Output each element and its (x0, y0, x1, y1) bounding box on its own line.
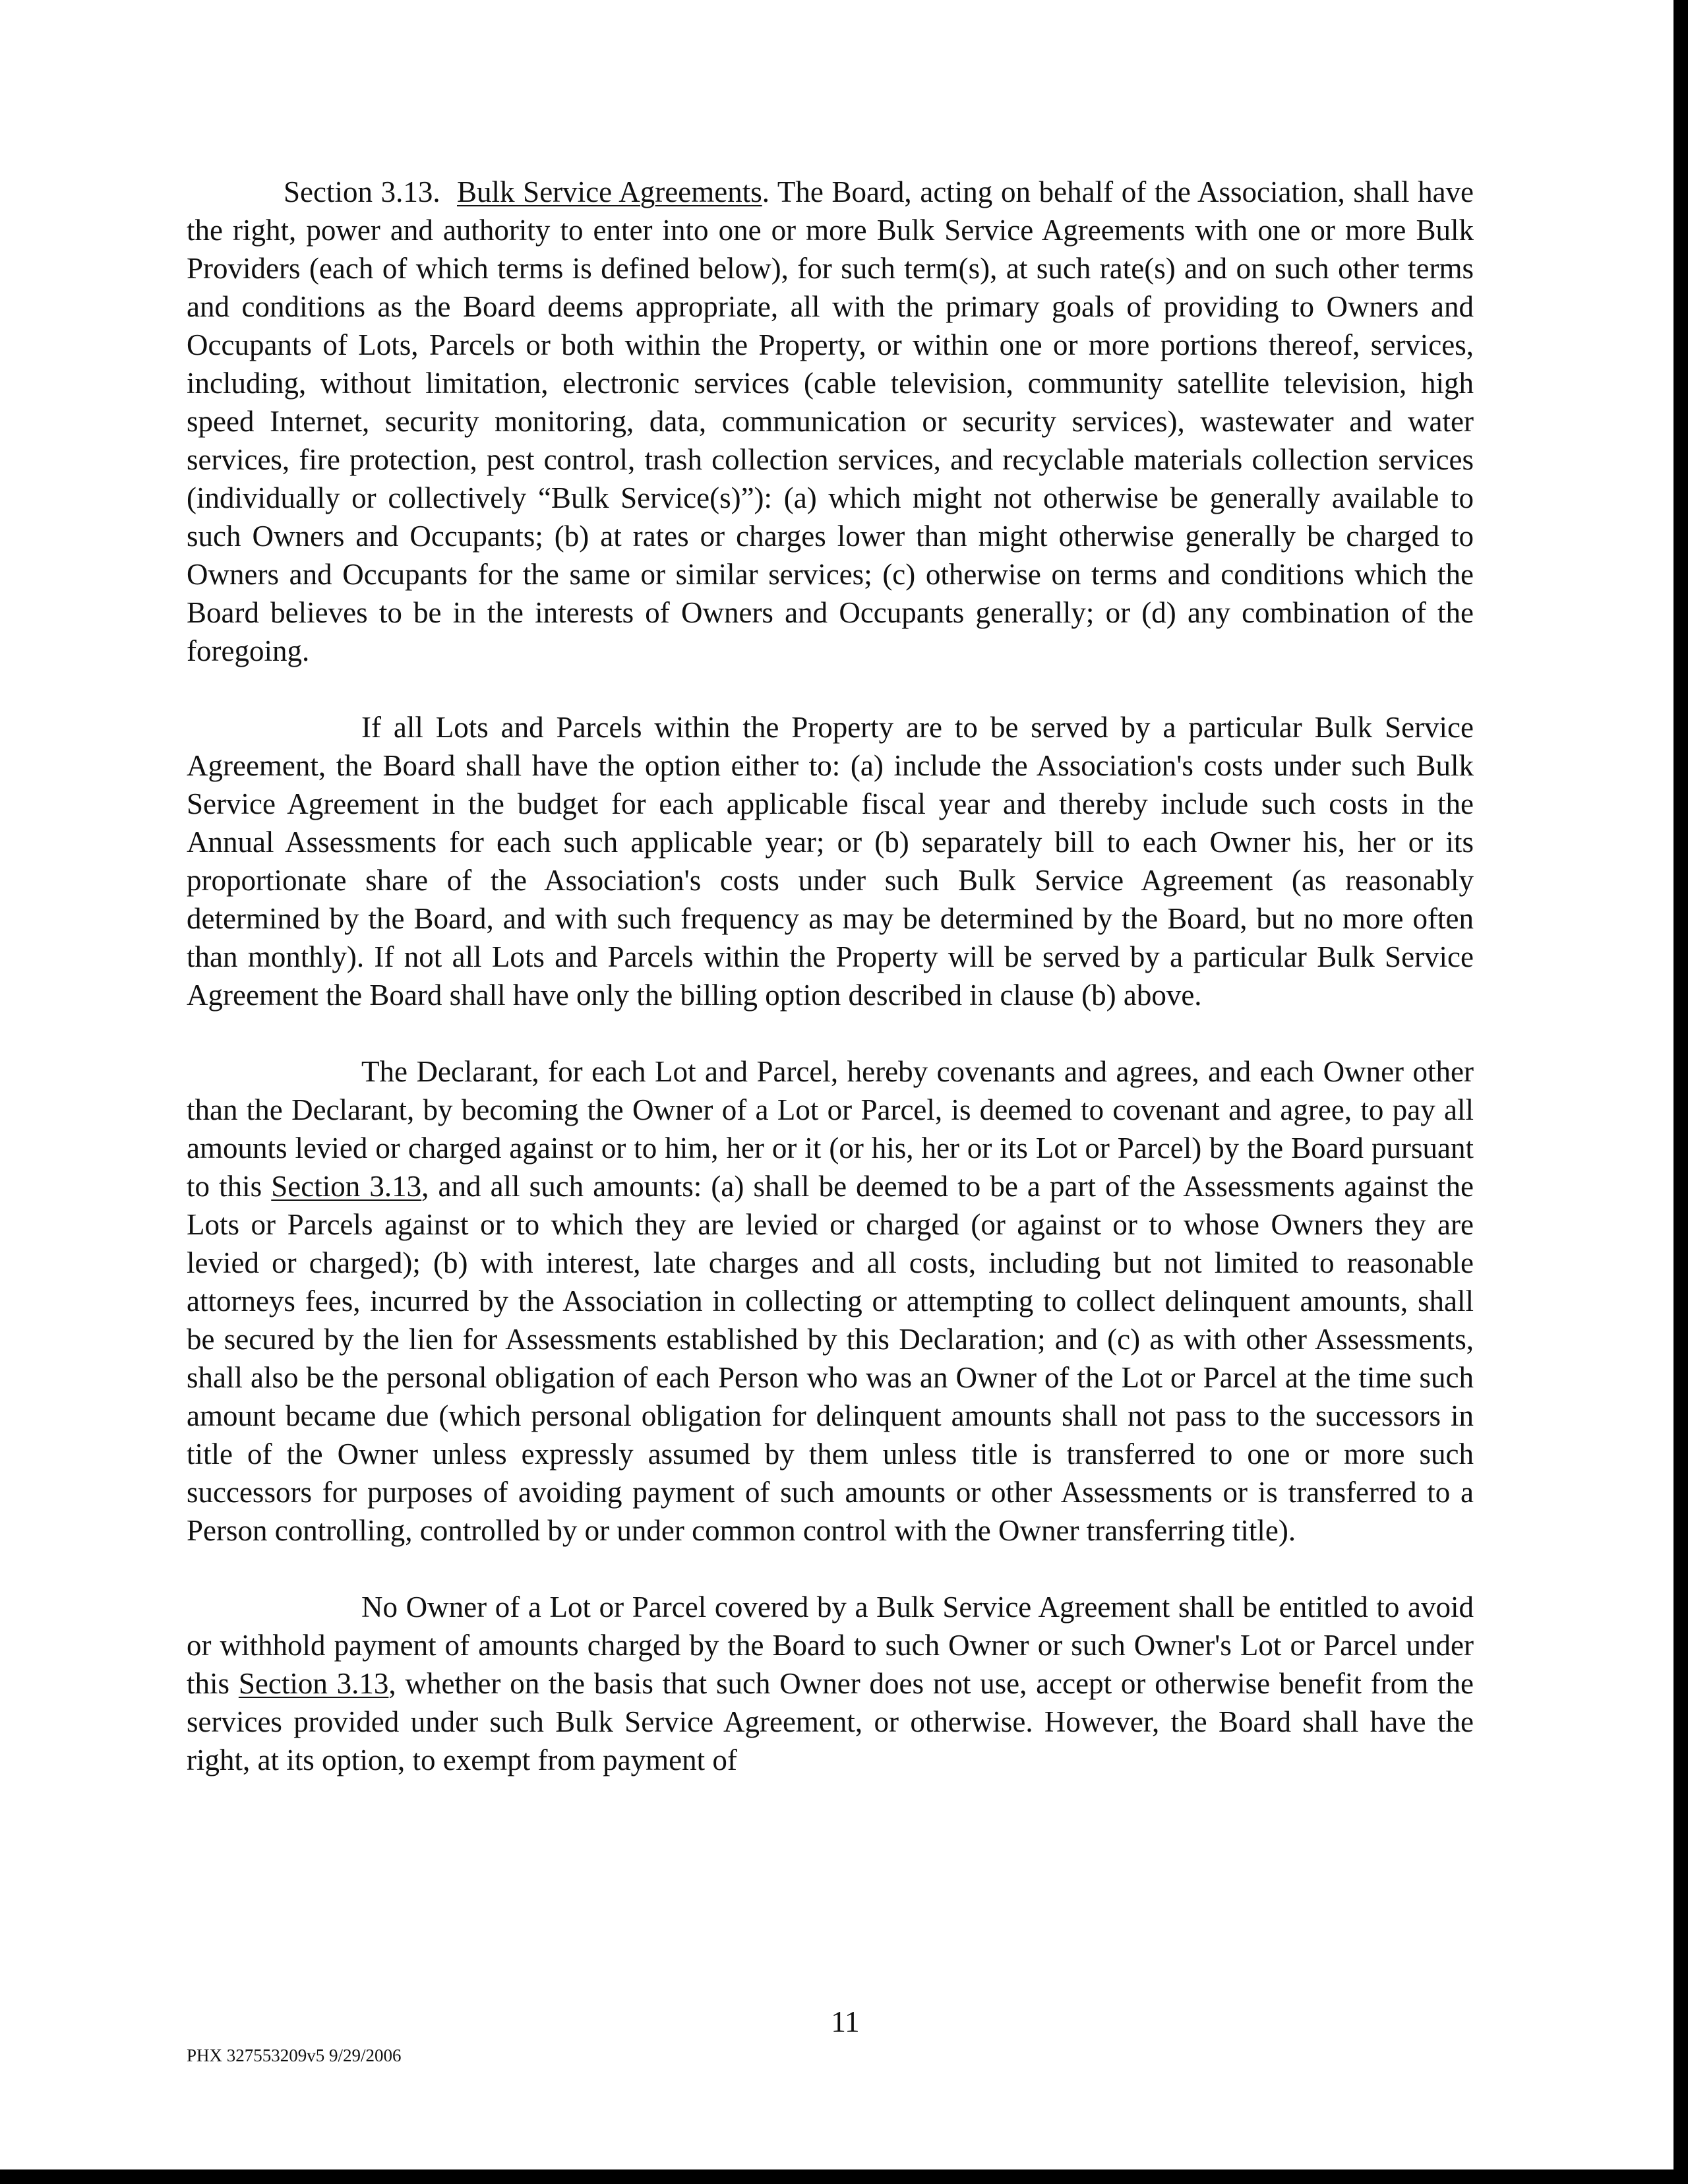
section-reference: Section 3.13 (238, 1667, 389, 1700)
paragraph-text: , and all such amounts: (a) shall be deemed to be a part of the Assessments against the Lots or Parcels against or to which they are levied or charged (or against or to whose Owners they are levied or charged); (b) with interest, late charges and all costs, including but not limited to reasonable attorneys fees, incurred by the Association in collecting or attempting to collect delinquent amounts, shall be secured by the lien for Assessments established by this Declaration; and (c) as with other Assessments, shall also be the personal obligation of each Person who was an Owner of the Lot or Parcel at the time such amount became due (which personal obligation for delinquent amounts shall not pass to the successors in title of the Owner unless expressly assumed by them unless title is transferred to one or more such successors for purposes of avoiding payment of such amounts or other Assessments or is transferred to a Person controlling, controlled by or under common control with the Owner transferring title). (187, 1170, 1474, 1547)
paragraph-declarant-covenant (187, 1052, 1474, 1550)
paragraph-text: The Declarant, for each Lot and Parcel, hereby covenants and agrees, and each Owner other than the Declarant, by becoming the Owner of a Lot or Parcel, is deemed to covenant and agree, to pay all amounts levied or charged against or to him, her or it (or his, her or its Lot or Parcel) by the Board pursuant to this (187, 1055, 1474, 1203)
document-body (187, 173, 1474, 1779)
section-heading-period: . (762, 175, 769, 208)
paragraph-text: No Owner of a Lot or Parcel covered by a Bulk Service Agreement shall be entitled to avoid or withhold payment of amounts charged by the Board to such Owner or such Owner's Lot or Parcel under this (187, 1591, 1474, 1700)
paragraph-no-withholding (187, 1588, 1474, 1779)
paragraph-billing-options (187, 708, 1474, 1014)
scan-border-right (1673, 0, 1688, 2184)
section-heading: Bulk Service Agreements (457, 175, 762, 208)
paragraph-text: , whether on the basis that such Owner does not use, accept or otherwise benefit from the services provided under such Bulk Service Agreement, or otherwise. However, the Board shall have the right, at its option, to exempt from payment of (187, 1667, 1474, 1776)
document-id-footer: PHX 327553209v5 9/29/2006 (187, 2046, 402, 2065)
paragraph-section-3-13 (187, 173, 1474, 670)
section-reference: Section 3.13 (271, 1170, 422, 1203)
page-number: 11 (831, 2005, 860, 2038)
scan-border-bottom (0, 2169, 1688, 2184)
paragraph-text: If all Lots and Parcels within the Property are to be served by a particular Bulk Service Agreement, the Board shall have the option either to: (a) include the Association's costs under such Bulk Service Agreement in the budget for each applicable fiscal year and thereby include such costs in the Annual Assessments for each such applicable year; or (b) separately bill to each Owner his, her or its proportionate share of the Association's costs under such Bulk Service Agreement (as reasonably determined by the Board, and with such frequency as may be determined by the Board, but no more often than monthly). If not all Lots and Parcels within the Property will be served by a particular Bulk Service Agreement the Board shall have only the billing option described in clause (b) above. (187, 711, 1474, 1012)
paragraph-text: The Board, acting on behalf of the Association, shall have the right, power and authority to enter into one or more Bulk Service Agreements with one or more Bulk Providers (each of which terms is defined below), for such term(s), at such rate(s) and on such other terms and conditions as the Board deems appropriate, all with the primary goals of providing to Owners and Occupants of Lots, Parcels or both within the Property, or within one or more portions thereof, services, including, without limitation, electronic services (cable television, community satellite television, high speed Internet, security monitoring, data, communication or security services), wastewater and water services, fire protection, pest control, trash collection services, and recyclable materials collection services (individually or collectively “Bulk Service(s)”): (a) which might not otherwise be generally available to such Owners and Occupants; (b) at rates or charges lower than might otherwise generally be charged to Owners and Occupants for the same or similar services; (c) otherwise on terms and conditions which the Board believes to be in the interests of Owners and Occupants generally; or (d) any combination of the foregoing. (187, 175, 1474, 667)
section-number: Section 3.13. (284, 175, 440, 208)
